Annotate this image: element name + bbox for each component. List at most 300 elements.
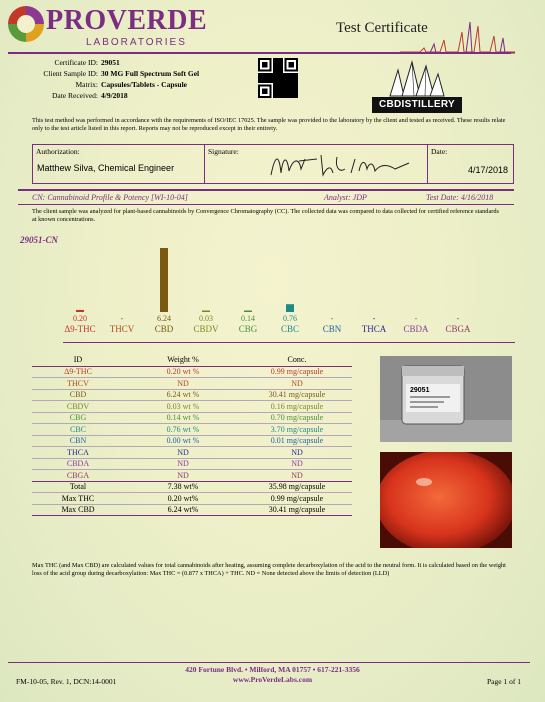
authorization-date: 4/17/2018 xyxy=(467,165,508,175)
cell-conc: 3.70 mg/capsule xyxy=(242,424,352,436)
qr-module xyxy=(292,96,294,98)
qr-module xyxy=(290,77,292,79)
qr-module xyxy=(287,90,289,92)
softgel-photo xyxy=(380,452,512,548)
qr-module xyxy=(277,73,279,75)
qr-module xyxy=(275,81,277,83)
qr-module xyxy=(277,77,279,79)
authorizer-name: Matthew Silva, Chemical Engineer xyxy=(37,163,175,173)
cell-id: CBG xyxy=(32,412,124,424)
qr-module xyxy=(279,66,281,68)
qr-module xyxy=(292,73,294,75)
total-cell-conc: 30.41 mg/capsule xyxy=(242,504,352,516)
qr-module xyxy=(260,73,262,75)
qr-module xyxy=(264,75,266,77)
qr-module xyxy=(269,73,271,75)
qr-module xyxy=(281,92,283,94)
cell-conc: ND xyxy=(242,458,352,470)
qr-module xyxy=(287,77,289,79)
logo-subtitle: LABORATORIES xyxy=(86,37,187,48)
qr-module xyxy=(296,75,298,77)
qr-module xyxy=(277,79,279,81)
section-title: CN: Cannabinoid Profile & Potency [WI-10-04] xyxy=(32,193,188,202)
sample-info xyxy=(18,58,258,110)
qr-module xyxy=(285,83,287,85)
date-label: Date: xyxy=(431,147,448,156)
qr-module xyxy=(281,85,283,87)
qr-module xyxy=(275,90,277,92)
results-table xyxy=(32,354,352,516)
cell-weight: 0.00 wt % xyxy=(124,435,242,447)
qr-module xyxy=(285,88,287,90)
qr-module xyxy=(288,96,290,98)
total-cell-conc: 35.98 mg/capsule xyxy=(242,481,352,493)
qr-module xyxy=(279,77,281,79)
qr-finder xyxy=(288,62,294,68)
qr-module xyxy=(271,79,273,81)
qr-module xyxy=(285,94,287,96)
qr-module xyxy=(273,94,275,96)
qr-module xyxy=(283,88,285,90)
qr-module xyxy=(285,79,287,81)
cell-id: CBGA xyxy=(32,470,124,482)
value-label-2: 6.24 xyxy=(157,314,171,323)
lab-address: 420 Fortune Blvd. • Milford, MA 01757 • 617-221-3356 xyxy=(185,665,360,674)
qr-module xyxy=(296,96,298,98)
cell-weight: 0.03 wt % xyxy=(124,401,242,413)
column-header-id: ID xyxy=(32,354,124,366)
qr-module xyxy=(279,79,281,81)
qr-module xyxy=(279,92,281,94)
chromatogram-graphic xyxy=(400,18,515,54)
qr-module xyxy=(275,75,277,77)
total-row xyxy=(32,481,352,493)
qr-module xyxy=(283,77,285,79)
qr-module xyxy=(262,75,264,77)
qr-module xyxy=(275,79,277,81)
method-statement: This test method was performed in accordance with the requirements of ISO/IEC 17025. The sample was provided to the laboratory by the client and tested as received. These results relate only to the test article listed in this report. Reports may not be reproduced except in their entirety. xyxy=(32,117,506,132)
cell-weight: ND xyxy=(124,458,242,470)
total-cell-id: Max CBD xyxy=(32,504,124,516)
qr-module xyxy=(266,77,268,79)
qr-module xyxy=(292,88,294,90)
qr-module xyxy=(288,85,290,87)
table-row xyxy=(32,412,352,424)
qr-module xyxy=(273,96,275,98)
qr-module xyxy=(281,87,283,89)
qr-module xyxy=(294,81,296,83)
qr-finder xyxy=(262,62,268,68)
qr-module xyxy=(290,87,292,89)
sample-jar-image xyxy=(380,356,512,442)
qr-module xyxy=(285,73,287,75)
bar-2 xyxy=(160,248,168,312)
cell-conc: ND xyxy=(242,378,352,390)
column-header-conc: Conc. xyxy=(242,354,352,366)
crystal-icon xyxy=(370,58,462,98)
value-label-8: - xyxy=(414,314,418,323)
qr-module xyxy=(279,94,281,96)
qr-module xyxy=(264,81,266,83)
qr-module xyxy=(262,73,264,75)
qr-module xyxy=(258,77,260,79)
total-cell-id: Total xyxy=(32,481,124,493)
total-cell-conc: 0.99 mg/capsule xyxy=(242,493,352,505)
category-label-7: THCA xyxy=(361,324,387,334)
qr-module xyxy=(275,87,277,89)
value-label-7: - xyxy=(372,314,376,323)
header-divider xyxy=(8,52,511,54)
qr-module xyxy=(287,75,289,77)
qr-module xyxy=(279,81,281,83)
qr-module xyxy=(266,81,268,83)
qr-module xyxy=(264,73,266,75)
qr-module xyxy=(262,79,264,81)
qr-module xyxy=(273,62,275,64)
table-row xyxy=(32,378,352,390)
qr-module xyxy=(294,83,296,85)
qr-module xyxy=(273,81,275,83)
qr-module xyxy=(277,62,279,64)
qr-module xyxy=(266,75,268,77)
qr-module xyxy=(269,79,271,81)
qr-module xyxy=(288,88,290,90)
qr-module xyxy=(296,87,298,89)
bar-4 xyxy=(244,311,252,313)
form-id: FM-10-05, Rev. 1, DCN:14-0001 xyxy=(16,677,117,686)
category-label-4: CBG xyxy=(238,324,258,334)
total-cell-weight: 6.24 wt% xyxy=(124,504,242,516)
cell-weight: 0.20 wt % xyxy=(124,366,242,378)
cell-conc: ND xyxy=(242,447,352,459)
qr-module xyxy=(275,60,277,62)
qr-module xyxy=(281,90,283,92)
qr-module xyxy=(271,75,273,77)
qr-module xyxy=(285,75,287,77)
qr-module xyxy=(287,96,289,98)
qr-module xyxy=(275,88,277,90)
qr-module xyxy=(283,90,285,92)
qr-module xyxy=(287,94,289,96)
qr-module xyxy=(283,87,285,89)
qr-module xyxy=(275,94,277,96)
section-top-rule xyxy=(18,189,514,191)
qr-module xyxy=(287,79,289,81)
qr-module xyxy=(277,88,279,90)
cell-conc: 0.70 mg/capsule xyxy=(242,412,352,424)
certificate-id-value: 29051 xyxy=(101,58,120,67)
authorization-box xyxy=(32,144,514,184)
qr-module xyxy=(292,83,294,85)
qr-module xyxy=(273,71,275,73)
qr-module xyxy=(277,81,279,83)
cell-weight: ND xyxy=(124,470,242,482)
qr-module xyxy=(290,96,292,98)
qr-module xyxy=(294,90,296,92)
bar-5 xyxy=(286,304,294,312)
qr-module xyxy=(264,77,266,79)
qr-module xyxy=(287,81,289,83)
category-label-5: CBC xyxy=(280,324,300,334)
cell-id: CBD xyxy=(32,389,124,401)
qr-module xyxy=(275,85,277,87)
category-label-2: CBD xyxy=(154,324,174,334)
qr-module xyxy=(275,62,277,64)
qr-module xyxy=(268,77,270,79)
qr-module xyxy=(290,92,292,94)
qr-module xyxy=(283,94,285,96)
qr-module xyxy=(277,68,279,70)
qr-module xyxy=(277,64,279,66)
qr-module xyxy=(294,88,296,90)
qr-module xyxy=(281,94,283,96)
qr-module xyxy=(277,60,279,62)
category-label-0: Δ9-THC xyxy=(64,324,96,334)
cannabinoid-bar-chart xyxy=(40,240,510,340)
qr-module xyxy=(273,83,275,85)
total-cell-id: Max THC xyxy=(32,493,124,505)
qr-module xyxy=(279,58,281,60)
page-number: Page 1 of 1 xyxy=(487,677,521,686)
qr-module xyxy=(285,77,287,79)
category-label-9: CBGA xyxy=(445,324,471,334)
value-label-9: - xyxy=(456,314,460,323)
qr-module xyxy=(275,68,277,70)
qr-module xyxy=(273,90,275,92)
qr-module xyxy=(277,58,279,60)
matrix-label: Matrix: xyxy=(75,80,98,89)
total-row xyxy=(32,493,352,505)
qr-module xyxy=(271,73,273,75)
qr-module xyxy=(279,69,281,71)
client-sample-id-value: 30 MG Full Spectrum Soft Gel xyxy=(101,69,200,78)
cell-id: THCA xyxy=(32,447,124,459)
qr-module xyxy=(273,87,275,89)
qr-module xyxy=(273,60,275,62)
qr-module xyxy=(296,94,298,96)
qr-module xyxy=(260,81,262,83)
qr-module xyxy=(290,83,292,85)
qr-module xyxy=(290,88,292,90)
qr-module xyxy=(294,73,296,75)
qr-module xyxy=(281,64,283,66)
qr-module xyxy=(281,62,283,64)
cell-id: CBN xyxy=(32,435,124,447)
cell-weight: ND xyxy=(124,447,242,459)
qr-module xyxy=(273,68,275,70)
qr-module xyxy=(277,83,279,85)
qr-module xyxy=(290,81,292,83)
qr-module xyxy=(273,85,275,87)
cell-conc: 0.01 mg/capsule xyxy=(242,435,352,447)
qr-module xyxy=(279,64,281,66)
qr-module xyxy=(269,77,271,79)
qr-module xyxy=(279,87,281,89)
qr-module xyxy=(294,92,296,94)
table-row xyxy=(32,435,352,447)
footer-divider xyxy=(8,662,530,663)
qr-module xyxy=(277,71,279,73)
qr-module xyxy=(275,66,277,68)
qr-module xyxy=(281,75,283,77)
table-row xyxy=(32,470,352,482)
qr-module xyxy=(288,87,290,89)
qr-module xyxy=(292,75,294,77)
qr-module xyxy=(281,96,283,98)
qr-module xyxy=(283,75,285,77)
qr-module xyxy=(292,81,294,83)
qr-module xyxy=(266,79,268,81)
qr-module xyxy=(296,83,298,85)
qr-module xyxy=(283,92,285,94)
qr-module xyxy=(277,92,279,94)
qr-module xyxy=(281,71,283,73)
qr-module xyxy=(294,87,296,89)
qr-module xyxy=(277,69,279,71)
qr-module xyxy=(262,77,264,79)
qr-module xyxy=(258,73,260,75)
qr-module xyxy=(288,90,290,92)
qr-module xyxy=(285,92,287,94)
qr-module xyxy=(294,75,296,77)
qr-module xyxy=(281,77,283,79)
qr-module xyxy=(281,73,283,75)
qr-module xyxy=(290,90,292,92)
sample-jar-photo xyxy=(380,356,512,442)
qr-module xyxy=(281,66,283,68)
qr-module xyxy=(288,83,290,85)
qr-module xyxy=(275,92,277,94)
analysis-description: The client sample was analyzed for plant-based cannabinoids by Convergence Chromatography (CC). The collected data was compared to data collected for certified reference standards at known concentrations. xyxy=(32,208,499,223)
qr-module xyxy=(294,94,296,96)
qr-module xyxy=(283,83,285,85)
qr-module xyxy=(281,79,283,81)
client-sample-id-label: Client Sample ID: xyxy=(43,69,98,78)
qr-module xyxy=(288,79,290,81)
qr-module xyxy=(279,71,281,73)
qr-module xyxy=(277,75,279,77)
value-label-4: 0.14 xyxy=(241,314,255,323)
logo-emblem xyxy=(8,6,44,42)
qr-module xyxy=(288,92,290,94)
qr-module xyxy=(279,60,281,62)
qr-module xyxy=(287,92,289,94)
qr-module xyxy=(292,94,294,96)
total-cell-weight: 0.20 wt% xyxy=(124,493,242,505)
qr-module xyxy=(296,77,298,79)
qr-module xyxy=(281,69,283,71)
qr-module xyxy=(279,62,281,64)
qr-module xyxy=(273,66,275,68)
qr-module xyxy=(268,81,270,83)
qr-module xyxy=(283,81,285,83)
value-label-3: 0.03 xyxy=(199,314,213,323)
total-cell-weight: 7.38 wt% xyxy=(124,481,242,493)
qr-code[interactable] xyxy=(258,58,298,98)
cell-id: Δ9-THC xyxy=(32,366,124,378)
qr-module xyxy=(294,85,296,87)
qr-module xyxy=(260,79,262,81)
qr-module xyxy=(290,75,292,77)
qr-module xyxy=(275,58,277,60)
value-label-6: - xyxy=(330,314,334,323)
date-received-label: Date Received: xyxy=(51,91,98,100)
value-label-0: 0.20 xyxy=(73,314,87,323)
qr-module xyxy=(279,90,281,92)
qr-module xyxy=(266,73,268,75)
qr-module xyxy=(290,79,292,81)
qr-module xyxy=(283,79,285,81)
qr-module xyxy=(277,94,279,96)
cell-id: CBDA xyxy=(32,458,124,470)
qr-module xyxy=(288,81,290,83)
column-header-weight: Weight % xyxy=(124,354,242,366)
qr-module xyxy=(275,77,277,79)
qr-module xyxy=(292,87,294,89)
qr-module xyxy=(288,94,290,96)
chart-divider xyxy=(63,342,515,343)
qr-module xyxy=(281,60,283,62)
qr-module xyxy=(258,79,260,81)
qr-module xyxy=(290,94,292,96)
qr-module xyxy=(294,77,296,79)
logo-name: PROVERDE xyxy=(46,5,208,36)
qr-module xyxy=(296,90,298,92)
qr-module xyxy=(296,92,298,94)
signature-cell xyxy=(205,145,428,183)
qr-module xyxy=(273,77,275,79)
table-header-row xyxy=(32,354,352,366)
qr-module xyxy=(273,79,275,81)
cell-conc: ND xyxy=(242,470,352,482)
qr-module xyxy=(292,85,294,87)
cell-conc: 0.16 mg/capsule xyxy=(242,401,352,413)
qr-module xyxy=(296,88,298,90)
qr-module xyxy=(292,90,294,92)
qr-module xyxy=(281,83,283,85)
table-body xyxy=(32,366,352,516)
qr-module xyxy=(277,87,279,89)
qr-module xyxy=(283,96,285,98)
qr-module xyxy=(258,75,260,77)
qr-module xyxy=(273,58,275,60)
qr-module xyxy=(288,73,290,75)
bar-3 xyxy=(202,311,210,313)
proverde-logo xyxy=(8,4,208,52)
qr-module xyxy=(287,85,289,87)
qr-module xyxy=(275,73,277,75)
qr-module xyxy=(290,85,292,87)
qr-module xyxy=(296,81,298,83)
qr-module xyxy=(296,85,298,87)
qr-module xyxy=(258,81,260,83)
qr-module xyxy=(279,83,281,85)
category-label-1: THCV xyxy=(109,324,135,334)
qr-module xyxy=(296,73,298,75)
qr-module xyxy=(277,85,279,87)
qr-module xyxy=(285,96,287,98)
client-name-banner: CBDISTILLERY xyxy=(372,97,462,113)
qr-module xyxy=(271,77,273,79)
chart-title: 29051-CN xyxy=(20,235,58,245)
cell-weight: ND xyxy=(124,378,242,390)
qr-module xyxy=(262,81,264,83)
qr-module xyxy=(273,73,275,75)
qr-module xyxy=(285,81,287,83)
qr-module xyxy=(275,96,277,98)
lab-website-link[interactable]: www.ProVerdeLabs.com xyxy=(232,675,313,684)
table-row xyxy=(32,458,352,470)
